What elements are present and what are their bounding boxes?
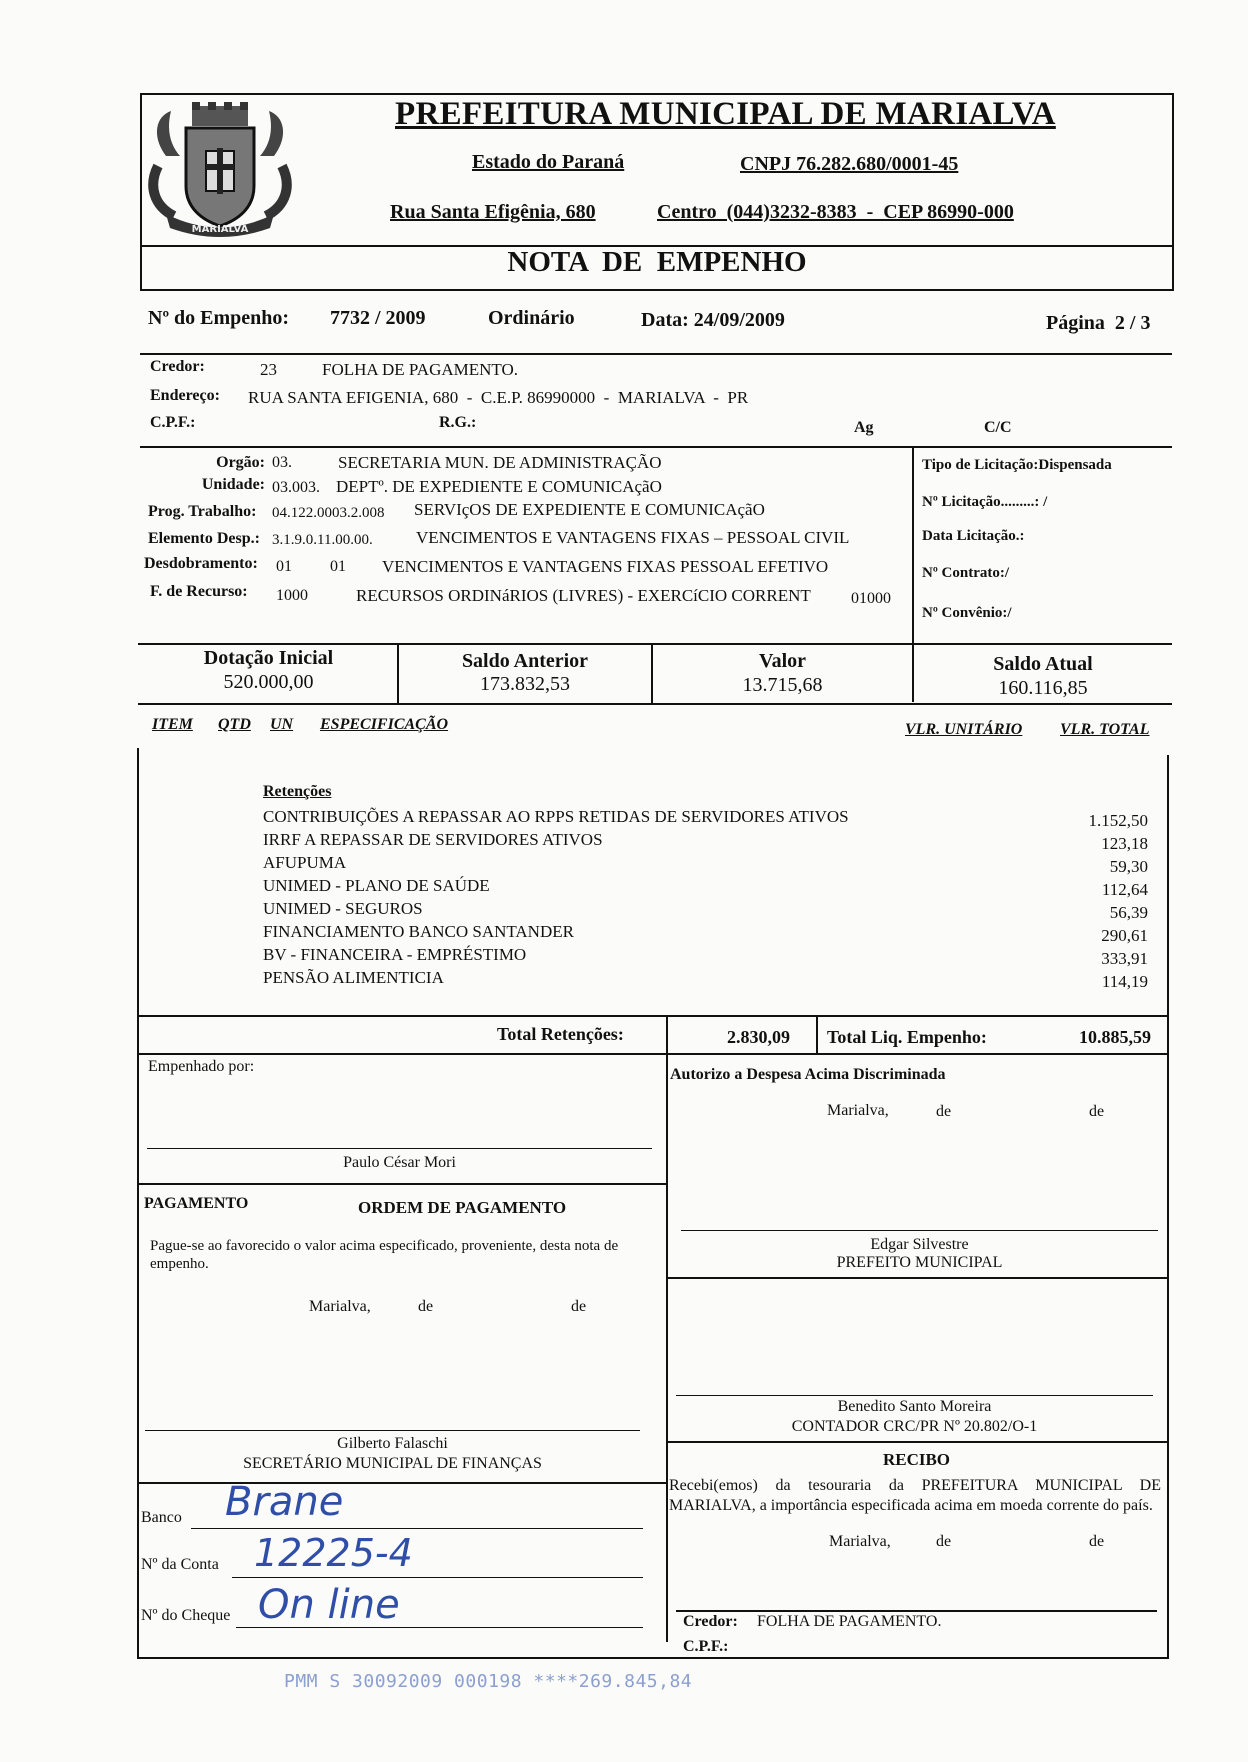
prog-label: Prog. Trabalho: bbox=[148, 503, 257, 520]
empenho-date: Data: 24/09/2009 bbox=[641, 309, 785, 331]
municipal-crest-logo bbox=[146, 96, 294, 242]
retencao-value: 56,39 bbox=[1109, 903, 1148, 922]
credor-address: RUA SANTA EFIGENIA, 680 - C.E.P. 86990000 - MARIALVA - PR bbox=[248, 388, 749, 407]
signature-line-prefeito bbox=[681, 1230, 1158, 1231]
contador-top bbox=[666, 1277, 1167, 1279]
empenho-number: 7732 / 2009 bbox=[330, 307, 426, 329]
de-label: de bbox=[1089, 1103, 1105, 1120]
marialva-label: Marialva, bbox=[309, 1298, 371, 1315]
summary-top bbox=[137, 1015, 1169, 1017]
conta-handwritten: 12225-4 bbox=[254, 1531, 413, 1575]
retencao-desc: BV - FINANCEIRA - EMPRÉSTIMO bbox=[263, 945, 527, 964]
orgao-name: SECRETARIA MUN. DE ADMINISTRAÇÃO bbox=[338, 453, 662, 472]
empenho-type: Ordinário bbox=[488, 307, 575, 329]
retencao-desc: UNIMED - PLANO DE SAÚDE bbox=[263, 876, 490, 895]
saldo-anterior-label: Saldo Anterior bbox=[461, 650, 589, 672]
recurso-name: RECURSOS ORDINáRIOS (LIVRES) - EXERCíCIO CORRENT bbox=[356, 586, 811, 605]
pagamento-label: PAGAMENTO bbox=[144, 1195, 249, 1212]
credor-code: 23 bbox=[260, 360, 277, 379]
recibo-credor-label: Credor: bbox=[683, 1613, 738, 1630]
retencao-desc: PENSÃO ALIMENTICIA bbox=[263, 968, 444, 987]
credor-name: FOLHA DE PAGAMENTO. bbox=[322, 360, 518, 379]
de-label: de bbox=[1089, 1533, 1105, 1550]
totals-bottom bbox=[138, 703, 1172, 705]
desdobramento-label: Desdobramento: bbox=[144, 555, 258, 572]
summary-sep bbox=[816, 1015, 818, 1053]
signature-line-financas bbox=[145, 1430, 640, 1431]
retencao-desc: IRRF A REPASSAR DE SERVIDORES ATIVOS bbox=[263, 830, 603, 849]
contador-name: Benedito Santo Moreira bbox=[837, 1398, 992, 1415]
dotacao-label: Dotação Inicial bbox=[203, 647, 334, 669]
recibo-text: Recebi(emos) da tesouraria da PREFEITURA MUNICIPAL DE MARIALVA, a importância especificada acima em moeda corrente do país. bbox=[669, 1477, 1161, 1514]
signature-line-contador bbox=[676, 1395, 1153, 1396]
col-un: UN bbox=[270, 716, 294, 733]
financas-name: Gilberto Falaschi bbox=[337, 1435, 448, 1452]
data-licitacao: Data Licitação.: bbox=[922, 528, 1025, 544]
cc-label: C/C bbox=[984, 419, 1012, 436]
financas-title: SECRETÁRIO MUNICIPAL DE FINANÇAS bbox=[243, 1455, 542, 1472]
col-qtd: QTD bbox=[218, 716, 251, 733]
frame-bottom bbox=[137, 1657, 1169, 1659]
street-address: Rua Santa Efigênia, 680 bbox=[390, 201, 596, 223]
col-vlr-unitario: VLR. UNITÁRIO bbox=[905, 721, 1023, 738]
recibo-cpf-label: C.P.F.: bbox=[683, 1638, 729, 1655]
tipo-licitacao: Tipo de Licitação:Dispensada bbox=[922, 457, 1112, 473]
orgao-code: 03. bbox=[272, 454, 292, 471]
retencao-value: 112,64 bbox=[1101, 880, 1148, 899]
banco-label: Banco bbox=[141, 1509, 182, 1526]
ag-label: Ag bbox=[854, 419, 874, 436]
signature-line-empenhado bbox=[147, 1148, 652, 1149]
retencao-value: 123,18 bbox=[1101, 834, 1148, 853]
de-label: de bbox=[571, 1298, 587, 1315]
retencao-value: 333,91 bbox=[1101, 949, 1148, 968]
retencao-desc: FINANCIAMENTO BANCO SANTANDER bbox=[263, 922, 574, 941]
saldo-atual-value: 160.116,85 bbox=[998, 677, 1088, 699]
prog-name: SERVIçOS DE EXPEDIENTE E COMUNICAçãO bbox=[414, 500, 765, 519]
conta-label: Nº da Conta bbox=[141, 1556, 219, 1573]
de-label: de bbox=[418, 1298, 434, 1315]
saldo-atual-label: Saldo Atual bbox=[993, 653, 1093, 675]
credor-line bbox=[676, 1610, 1157, 1612]
conta-line bbox=[232, 1577, 643, 1578]
col-especificacao: ESPECIFICAÇÃO bbox=[320, 716, 449, 733]
elemento-code: 3.1.9.0.11.00.00. bbox=[272, 532, 373, 548]
dotacao-value: 520.000,00 bbox=[223, 671, 314, 693]
center-divider bbox=[666, 1015, 668, 1642]
total-liquido-value: 10.885,59 bbox=[1079, 1027, 1151, 1047]
desdobramento-name: VENCIMENTOS E VANTAGENS FIXAS PESSOAL EFETIVO bbox=[382, 557, 829, 576]
banco-handwritten: Brane bbox=[225, 1479, 344, 1525]
unidade-code: 03.003. bbox=[272, 479, 320, 496]
state-name: Estado do Paraná bbox=[472, 151, 625, 173]
retencoes-title: Retenções bbox=[263, 783, 332, 800]
divider-1 bbox=[140, 353, 1172, 355]
rg-label: R.G.: bbox=[439, 414, 477, 431]
empenhado-por-label: Empenhado por: bbox=[148, 1058, 255, 1075]
address-label: Endereço: bbox=[150, 387, 220, 404]
recurso-label: F. de Recurso: bbox=[150, 583, 248, 600]
recurso-code2: 01000 bbox=[851, 590, 891, 607]
elemento-name: VENCIMENTOS E VANTAGENS FIXAS – PESSOAL CIVIL bbox=[416, 528, 850, 547]
recibo-credor-name: FOLHA DE PAGAMENTO. bbox=[757, 1613, 942, 1630]
de-label: de bbox=[936, 1103, 952, 1120]
retencao-desc: AFUPUMA bbox=[263, 853, 347, 872]
recibo-top bbox=[666, 1441, 1167, 1443]
unidade-label: Unidade: bbox=[201, 476, 265, 493]
banco-line bbox=[191, 1528, 643, 1529]
marialva-label: Marialva, bbox=[827, 1102, 889, 1119]
col-item: ITEM bbox=[152, 716, 193, 733]
empenho-number-label: Nº do Empenho: bbox=[148, 307, 290, 329]
desdobramento-b: 01 bbox=[330, 558, 346, 575]
document-title: NOTA DE EMPENHO bbox=[507, 246, 807, 278]
orgao-label: Orgão: bbox=[216, 454, 265, 471]
numero-licitacao: Nº Licitação.........: / bbox=[922, 494, 1048, 510]
empenhado-por-name: Paulo César Mori bbox=[343, 1154, 456, 1171]
saldo-anterior-value: 173.832,53 bbox=[480, 673, 570, 695]
total-retencoes-value: 2.830,09 bbox=[727, 1027, 790, 1047]
retencao-value: 1.152,50 bbox=[1088, 811, 1148, 830]
valor-value: 13.715,68 bbox=[742, 674, 823, 696]
autorizo-label: Autorizo a Despesa Acima Discriminada bbox=[670, 1066, 946, 1083]
cheque-label: Nº do Cheque bbox=[141, 1607, 231, 1624]
desdobramento-a: 01 bbox=[276, 558, 292, 575]
recibo-title: RECIBO bbox=[882, 1450, 951, 1469]
page-number: Página 2 / 3 bbox=[1046, 312, 1151, 334]
pague-se-text: Pague-se ao favorecido o valor acima especificado, proveniente, desta nota de empenho. bbox=[150, 1238, 619, 1272]
summary-bottom bbox=[137, 1053, 1169, 1055]
bank-authentication-stamp: PMM S 30092009 000198 ****269.845,84 bbox=[284, 1671, 693, 1692]
retencao-value: 114,19 bbox=[1101, 972, 1148, 991]
numero-convenio: Nº Convênio:/ bbox=[922, 605, 1012, 621]
cheque-handwritten: On line bbox=[258, 1582, 400, 1628]
elemento-label: Elemento Desp.: bbox=[148, 530, 260, 547]
prefeito-title: PREFEITO MUNICIPAL bbox=[836, 1254, 1003, 1271]
retencao-value: 59,30 bbox=[1109, 857, 1148, 876]
ordem-pagamento-label: ORDEM DE PAGAMENTO bbox=[358, 1198, 567, 1217]
svg-text:MARIALVA: MARIALVA bbox=[191, 224, 249, 235]
numero-contrato: Nº Contrato:/ bbox=[922, 565, 1010, 581]
address-contacts: Centro (044)3232-8383 - CEP 86990-000 bbox=[657, 201, 1014, 223]
divider-2 bbox=[140, 446, 1172, 448]
total-liquido-label: Total Liq. Empenho: bbox=[827, 1027, 987, 1047]
unidade-name: DEPTº. DE EXPEDIENTE E COMUNICAçãO bbox=[336, 477, 662, 496]
frame-right bbox=[1167, 755, 1169, 1657]
prefeito-name: Edgar Silvestre bbox=[870, 1236, 969, 1253]
recurso-code: 1000 bbox=[276, 587, 308, 604]
retencao-desc: UNIMED - SEGUROS bbox=[263, 899, 423, 918]
municipality-title: PREFEITURA MUNICIPAL DE MARIALVA bbox=[395, 96, 1056, 132]
col-vlr-total: VLR. TOTAL bbox=[1060, 721, 1150, 738]
cpf-label: C.P.F.: bbox=[150, 414, 196, 431]
de-label: de bbox=[936, 1533, 952, 1550]
banco-top bbox=[137, 1482, 666, 1484]
credor-label: Credor: bbox=[150, 358, 205, 375]
marialva-label: Marialva, bbox=[829, 1533, 891, 1550]
pagamento-top bbox=[137, 1183, 666, 1185]
contador-title: CONTADOR CRC/PR Nº 20.802/O-1 bbox=[791, 1418, 1038, 1435]
cnpj: CNPJ 76.282.680/0001-45 bbox=[740, 153, 959, 175]
valor-label: Valor bbox=[758, 650, 807, 672]
frame-left bbox=[137, 748, 139, 1657]
retencao-value: 290,61 bbox=[1101, 926, 1148, 945]
retencao-desc: CONTRIBUIÇÕES A REPASSAR AO RPPS RETIDAS DE SERVIDORES ATIVOS bbox=[263, 807, 849, 826]
total-retencoes-label: Total Retenções: bbox=[497, 1024, 624, 1044]
prog-code: 04.122.0003.2.008 bbox=[272, 505, 385, 521]
totals-top bbox=[138, 643, 1172, 645]
